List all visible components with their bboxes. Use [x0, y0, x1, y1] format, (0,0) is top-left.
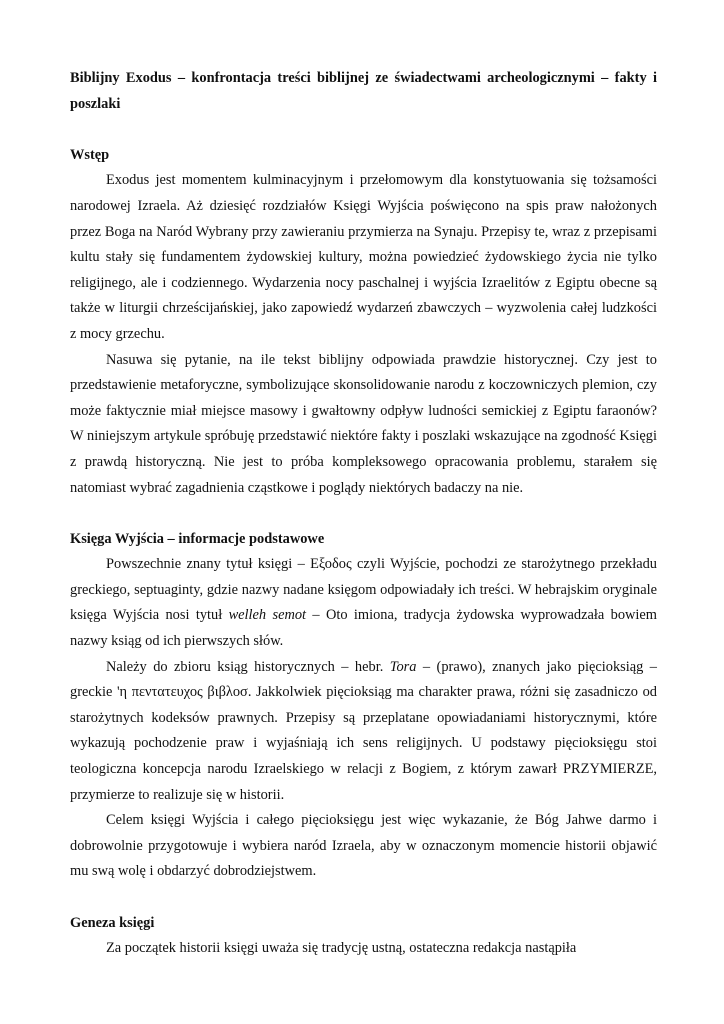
paragraph: Za początek historii księgi uważa się tradycję ustną, ostateczna redakcja nastąpiła: [106, 940, 577, 957]
paragraph: Nasuwa się pytanie, na ile tekst biblijny odpowiada prawdzie historycznej. Czy jest to przedstawienie metaforyczne, symbolizujące skonsolidowanie narodu z koczowniczych plemion, czy może faktycznie miał miejsce masowy i gwałtowny odpływ ludności semickiej z Egiptu faraonów? W niniejszym artykule spróbuję przedstawić niektóre fakty i poszlaki wskazujące na zgodność Księgi z prawdą historyczną. Nie jest to próba kompleksowego opracowania problemu, starałem się natomiast wybrać zagadnienia cząstkowe i poglądy niektórych badaczy na nie.: [70, 351, 657, 496]
section: [70, 143, 657, 501]
paragraph: Exodus jest momentem kulminacyjnym i przełomowym dla konstytuowania się tożsamości narodowej Izraela. Aż dziesięć rozdziałów Księgi Wyjścia poświęcono na spis praw nałożonych przez Boga na Naród Wybrany przy zawieraniu przymierza na Synaju. Przepisy te, wraz z przepisami kultu stały się fundamentem żydowskiej kultury, można powiedzieć żydowskiego życia nie tylko religijnego, ale i codziennego. Wydarzenia nocy paschalnej i wyjścia Izraelitów z Egiptu obecne są także w liturgii chrześcijańskiej, jako zapowiedź wydarzeń zbawczych – wyzwolenia całej ludzkości z mocy grzechu.: [70, 172, 657, 342]
emphasized-term: Tora: [389, 658, 417, 675]
section: [70, 911, 657, 962]
section: [70, 527, 657, 885]
document-body: [70, 143, 657, 962]
emphasized-term: welleh semot: [228, 607, 307, 624]
section-heading: Geneza księgi: [70, 914, 155, 931]
section-heading: Księga Wyjścia – informacje podstawowe: [70, 530, 325, 547]
paragraph: Celem księgi Wyjścia i całego pięcioksięgu jest więc wykazanie, że Bóg Jahwe darmo i dobrowolnie przygotowuje i wybiera naród Izraela, aby w oznaczonym momencie historii objawić mu swą wolę i obdarzyć dobrodziejstwem.: [70, 812, 657, 880]
section-heading: Wstęp: [70, 146, 110, 163]
paragraph: Powszechnie znany tytuł księgi – Εξοδος czyli Wyjście, pochodzi ze starożytnego przekładu greckiego, septuaginty, gdzie nazwy nadane księgom odpowiadały ich treści. W hebrajskim oryginale księga Wyjścia nosi tytuł welleh semot – Oto imiona, tradycja żydowska wyprowadzała bowiem nazwy ksiąg od ich pierwszych słów.: [70, 556, 657, 650]
document-title: Biblijny Exodus – konfrontacja treści biblijnej ze świadectwami archeologicznymi – fakty i poszlaki: [70, 70, 657, 112]
document-page: [70, 66, 657, 962]
paragraph: Należy do zbioru ksiąg historycznych – hebr. Tora – (prawo), znanych jako pięcioksiąg – greckie 'η πεντατευχος βιβλοσ. Jakkolwiek pięcioksiąg ma charakter prawa, różni się zasadniczo od starożytnych kodeksów prawnych. Przepisy są przeplatane opowiadaniami historycznymi, które wykazują pochodzenie praw i wyjaśniają ich sens religijnych. U podstawy pięcioksięgu stoi teologiczna koncepcja narodu Izraelskiego w relacji z Bogiem, z którym zawarł PRZYMIERZE, przymierze to realizuje się w historii.: [70, 658, 657, 803]
